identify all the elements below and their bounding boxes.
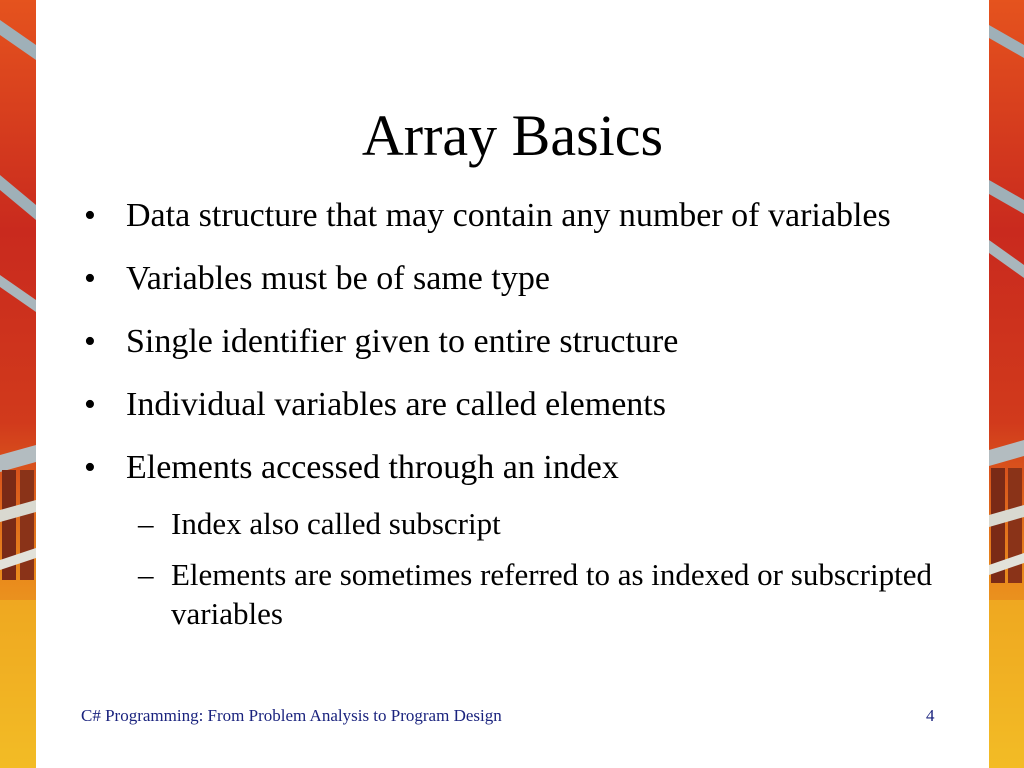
bullet-glyph: • — [84, 386, 96, 423]
slide-title: Array Basics — [361, 103, 664, 168]
bullet-glyph: • — [84, 197, 96, 234]
bullet-item — [84, 321, 944, 363]
bullet-item — [84, 258, 944, 300]
bullet-glyph: • — [84, 260, 96, 297]
bullet-item — [84, 384, 944, 426]
bullet-text: Elements accessed through an index — [126, 449, 619, 486]
slide-footer: C# Programming: From Problem Analysis to Program Design — [81, 706, 502, 725]
sub-bullet-text: Elements are sometimes referred to as indexed or subscripted variables — [171, 557, 932, 631]
bullet-item — [84, 447, 944, 489]
bullet-text: Individual variables are called elements — [126, 386, 666, 423]
bullet-text: Data structure that may contain any number of variables — [126, 197, 891, 234]
sub-bullet-glyph: – — [138, 557, 154, 592]
bullet-glyph: • — [84, 323, 96, 360]
left-decorative-strip — [0, 0, 36, 768]
sub-bullet-item — [84, 504, 944, 543]
bullet-text: Variables must be of same type — [126, 260, 550, 297]
bullet-text: Single identifier given to entire structure — [126, 323, 679, 360]
bullet-glyph: • — [84, 449, 96, 486]
sub-bullet-glyph: – — [138, 506, 154, 541]
sub-bullet-text: Index also called subscript — [171, 506, 501, 541]
right-decorative-strip — [989, 0, 1024, 768]
bullet-list — [84, 195, 944, 651]
sub-bullet-item — [84, 555, 944, 633]
page-number: 4 — [926, 706, 935, 725]
bullet-item — [84, 195, 944, 237]
